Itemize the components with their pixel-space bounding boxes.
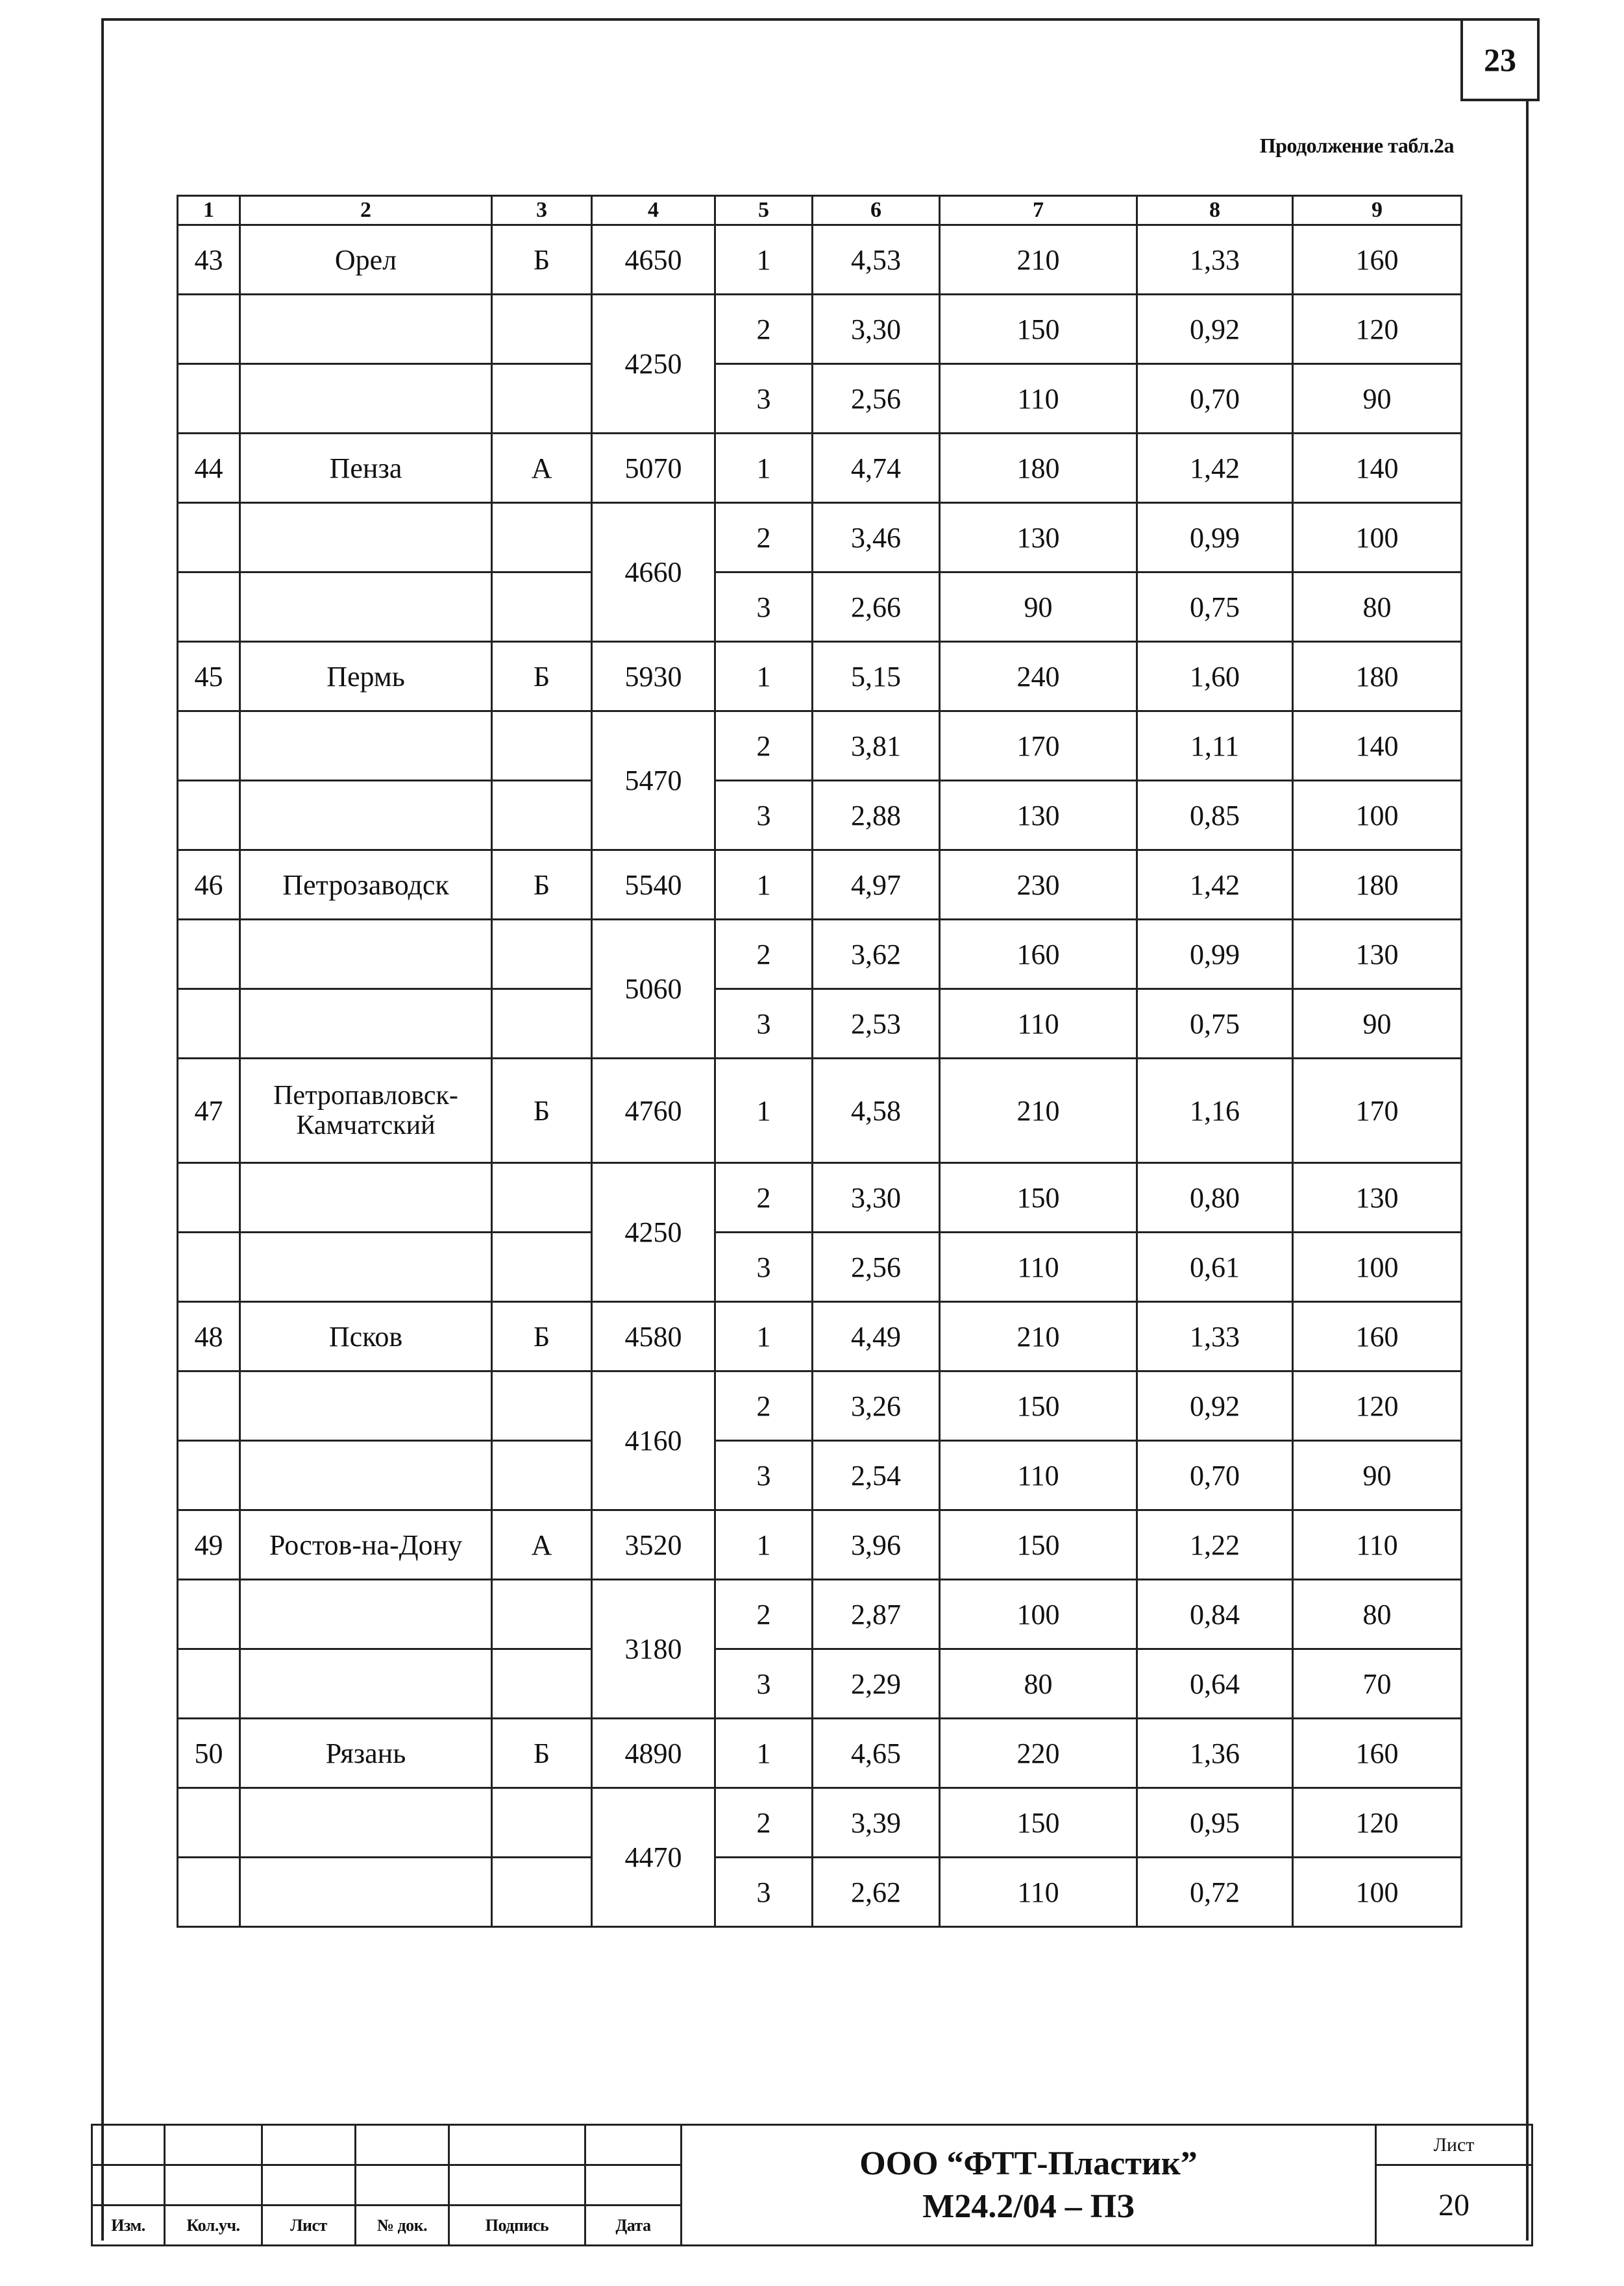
data-cell: 3,26: [813, 1371, 940, 1441]
organization-name: ООО “ФТТ-Пластик”: [859, 2145, 1198, 2182]
data-cell: 2: [715, 1580, 813, 1649]
empty-cell: [178, 1233, 240, 1302]
data-cell: 170: [1293, 1059, 1462, 1163]
data-cell: 1: [715, 434, 813, 503]
column-header: 8: [1137, 196, 1293, 225]
data-cell: 110: [940, 989, 1137, 1059]
empty-cell: [240, 781, 492, 850]
table-row: [178, 295, 1462, 364]
empty-cell: [240, 1233, 492, 1302]
data-cell: 1: [715, 850, 813, 920]
empty-cell: [240, 920, 492, 989]
data-cell: 110: [940, 1233, 1137, 1302]
col4-cell: 4250: [592, 295, 715, 434]
class-cell: Б: [492, 225, 592, 295]
data-cell: 0,95: [1137, 1788, 1293, 1858]
data-cell: 3: [715, 989, 813, 1059]
empty-cell: [178, 781, 240, 850]
empty-cell: [492, 1163, 592, 1233]
data-cell: 210: [940, 1059, 1137, 1163]
city-cell: Ростов-на-Дону: [240, 1510, 492, 1580]
empty-cell: [178, 989, 240, 1059]
table-row: [178, 642, 1462, 711]
col4-cell: 4890: [592, 1719, 715, 1788]
table-row: [178, 850, 1462, 920]
top-sheet-number: 23: [1460, 18, 1540, 101]
data-cell: 2: [715, 503, 813, 572]
empty-cell: [492, 503, 592, 572]
empty-cell: [240, 503, 492, 572]
col4-cell: 4250: [592, 1163, 715, 1302]
data-cell: 90: [1293, 1441, 1462, 1510]
empty-cell: [240, 1858, 492, 1927]
title-block: [91, 2124, 1533, 2246]
col4-cell: 5070: [592, 434, 715, 503]
city-cell: Псков: [240, 1302, 492, 1371]
data-cell: 100: [1293, 503, 1462, 572]
row-number-cell: 50: [178, 1719, 240, 1788]
data-cell: 120: [1293, 1371, 1462, 1441]
data-cell: 0,64: [1137, 1649, 1293, 1719]
empty-cell: [240, 1788, 492, 1858]
data-cell: 1,16: [1137, 1059, 1293, 1163]
data-cell: 0,75: [1137, 989, 1293, 1059]
col4-cell: 4760: [592, 1059, 715, 1163]
data-cell: 130: [1293, 1163, 1462, 1233]
data-cell: 110: [940, 1441, 1137, 1510]
empty-cell: [492, 711, 592, 781]
data-cell: 150: [940, 1510, 1137, 1580]
data-cell: 1: [715, 1719, 813, 1788]
row-number-cell: 48: [178, 1302, 240, 1371]
data-cell: 100: [1293, 1233, 1462, 1302]
data-cell: 2: [715, 1163, 813, 1233]
empty-cell: [492, 1233, 592, 1302]
data-table: [177, 195, 1462, 1928]
row-number-cell: 43: [178, 225, 240, 295]
table-row: [178, 1233, 1462, 1302]
data-cell: 160: [1293, 1302, 1462, 1371]
city-name-line: Камчатский: [296, 1111, 436, 1140]
header-row: [178, 196, 1462, 225]
data-cell: 3: [715, 781, 813, 850]
empty-cell: [178, 295, 240, 364]
col4-cell: 4580: [592, 1302, 715, 1371]
data-cell: 2,66: [813, 572, 940, 642]
data-cell: 100: [1293, 1858, 1462, 1927]
data-cell: 2: [715, 711, 813, 781]
city-cell: Пенза: [240, 434, 492, 503]
label-izm: Изм.: [92, 2206, 165, 2246]
empty-cell: [492, 1371, 592, 1441]
empty-cell: [178, 1441, 240, 1510]
data-cell: 0,70: [1137, 1441, 1293, 1510]
empty-cell: [240, 711, 492, 781]
data-cell: 3: [715, 1441, 813, 1510]
data-cell: 120: [1293, 295, 1462, 364]
data-cell: 230: [940, 850, 1137, 920]
data-cell: 1,42: [1137, 434, 1293, 503]
label-date: Дата: [585, 2206, 682, 2246]
data-cell: 150: [940, 1788, 1137, 1858]
label-doc-number: № док.: [356, 2206, 449, 2246]
data-cell: 0,85: [1137, 781, 1293, 850]
data-cell: 130: [1293, 920, 1462, 989]
empty-cell: [178, 1858, 240, 1927]
data-cell: 80: [1293, 572, 1462, 642]
empty-cell: [492, 1858, 592, 1927]
empty-cell: [240, 1649, 492, 1719]
column-header: 3: [492, 196, 592, 225]
empty-cell: [178, 572, 240, 642]
table-row: [178, 920, 1462, 989]
data-cell: 220: [940, 1719, 1137, 1788]
table-row: [178, 781, 1462, 850]
data-cell: 0,92: [1137, 1371, 1293, 1441]
empty-cell: [178, 711, 240, 781]
table-row: [178, 1302, 1462, 1371]
empty-cell: [178, 1580, 240, 1649]
data-cell: 1,42: [1137, 850, 1293, 920]
column-header: 5: [715, 196, 813, 225]
class-cell: Б: [492, 850, 592, 920]
table-row: [178, 1510, 1462, 1580]
city-cell: Петрозаводск: [240, 850, 492, 920]
empty-cell: [492, 989, 592, 1059]
label-kol-uch: Кол.уч.: [165, 2206, 262, 2246]
empty-cell: [178, 364, 240, 434]
empty-cell: [492, 364, 592, 434]
data-cell: 90: [1293, 989, 1462, 1059]
data-cell: 0,70: [1137, 364, 1293, 434]
column-header: 7: [940, 196, 1137, 225]
empty-cell: [240, 364, 492, 434]
data-cell: 2: [715, 920, 813, 989]
data-cell: 0,84: [1137, 1580, 1293, 1649]
empty-cell: [178, 1649, 240, 1719]
data-cell: 3: [715, 1649, 813, 1719]
table-row: [178, 1719, 1462, 1788]
col4-cell: 3180: [592, 1580, 715, 1719]
organization-block: [682, 2125, 1376, 2246]
table-row: [178, 225, 1462, 295]
row-number-cell: 45: [178, 642, 240, 711]
col4-cell: 3520: [592, 1510, 715, 1580]
data-cell: 3,81: [813, 711, 940, 781]
col4-cell: 4470: [592, 1788, 715, 1927]
empty-cell: [240, 1163, 492, 1233]
empty-cell: [178, 1788, 240, 1858]
label-signature: Подпись: [449, 2206, 585, 2246]
data-cell: 120: [1293, 1788, 1462, 1858]
data-cell: 2,56: [813, 364, 940, 434]
data-cell: 1: [715, 1510, 813, 1580]
empty-cell: [492, 1649, 592, 1719]
data-cell: 2,62: [813, 1858, 940, 1927]
data-cell: 3,46: [813, 503, 940, 572]
data-cell: 1,33: [1137, 225, 1293, 295]
table-row: [178, 1788, 1462, 1858]
col4-cell: 5930: [592, 642, 715, 711]
data-cell: 2,53: [813, 989, 940, 1059]
document-code: М24.2/04 – ПЗ: [922, 2187, 1135, 2225]
table-row: [178, 572, 1462, 642]
empty-cell: [240, 989, 492, 1059]
empty-cell: [178, 1163, 240, 1233]
data-cell: 0,72: [1137, 1858, 1293, 1927]
data-cell: 240: [940, 642, 1137, 711]
data-cell: 3,30: [813, 1163, 940, 1233]
col4-cell: 4160: [592, 1371, 715, 1510]
data-cell: 4,65: [813, 1719, 940, 1788]
data-cell: 130: [940, 503, 1137, 572]
class-cell: Б: [492, 1302, 592, 1371]
city-name-line: Петропавловск-: [273, 1081, 458, 1111]
table-row: [178, 1580, 1462, 1649]
col4-cell: 4650: [592, 225, 715, 295]
class-cell: Б: [492, 1059, 592, 1163]
data-cell: 0,92: [1137, 295, 1293, 364]
data-cell: 3,30: [813, 295, 940, 364]
table-row: [178, 1371, 1462, 1441]
data-cell: 1: [715, 1059, 813, 1163]
data-cell: 2: [715, 1788, 813, 1858]
data-cell: 110: [940, 1858, 1137, 1927]
data-cell: 5,15: [813, 642, 940, 711]
col4-cell: 4660: [592, 503, 715, 642]
data-cell: 1,11: [1137, 711, 1293, 781]
city-cell: Орел: [240, 225, 492, 295]
data-cell: 1: [715, 1302, 813, 1371]
empty-cell: [178, 1371, 240, 1441]
row-number-cell: 44: [178, 434, 240, 503]
empty-cell: [492, 295, 592, 364]
data-cell: 1,60: [1137, 642, 1293, 711]
row-number-cell: 46: [178, 850, 240, 920]
table-row: [178, 1441, 1462, 1510]
table-row: [178, 503, 1462, 572]
row-number-cell: 47: [178, 1059, 240, 1163]
class-cell: А: [492, 434, 592, 503]
data-cell: 80: [940, 1649, 1137, 1719]
empty-cell: [240, 1441, 492, 1510]
label-list: Лист: [262, 2206, 356, 2246]
column-header: 9: [1293, 196, 1462, 225]
data-cell: 140: [1293, 434, 1462, 503]
data-cell: 4,53: [813, 225, 940, 295]
table-row: [178, 1858, 1462, 1927]
empty-cell: [492, 1788, 592, 1858]
data-cell: 110: [940, 364, 1137, 434]
city-cell: [240, 1059, 492, 1163]
row-number-cell: 49: [178, 1510, 240, 1580]
data-cell: 170: [940, 711, 1137, 781]
data-cell: 150: [940, 295, 1137, 364]
col4-cell: 5060: [592, 920, 715, 1059]
data-cell: 4,58: [813, 1059, 940, 1163]
data-cell: 160: [940, 920, 1137, 989]
empty-cell: [492, 781, 592, 850]
data-cell: 2: [715, 295, 813, 364]
data-cell: 100: [940, 1580, 1137, 1649]
empty-cell: [240, 295, 492, 364]
data-cell: 210: [940, 1302, 1137, 1371]
table-row: [178, 989, 1462, 1059]
table-row: [178, 1163, 1462, 1233]
column-header: 4: [592, 196, 715, 225]
data-cell: 1,36: [1137, 1719, 1293, 1788]
table-caption: Продолжение табл.2а: [1259, 134, 1454, 157]
class-cell: Б: [492, 1719, 592, 1788]
data-cell: 2,29: [813, 1649, 940, 1719]
data-cell: 1,22: [1137, 1510, 1293, 1580]
data-cell: 150: [940, 1371, 1137, 1441]
data-cell: 90: [940, 572, 1137, 642]
data-cell: 4,49: [813, 1302, 940, 1371]
data-cell: 1,33: [1137, 1302, 1293, 1371]
column-header: 1: [178, 196, 240, 225]
class-cell: Б: [492, 642, 592, 711]
data-cell: 0,99: [1137, 920, 1293, 989]
data-cell: 80: [1293, 1580, 1462, 1649]
data-cell: 150: [940, 1163, 1137, 1233]
data-cell: 0,75: [1137, 572, 1293, 642]
empty-cell: [240, 1371, 492, 1441]
city-cell: Рязань: [240, 1719, 492, 1788]
data-cell: 0,80: [1137, 1163, 1293, 1233]
data-cell: 3: [715, 364, 813, 434]
empty-cell: [240, 1580, 492, 1649]
data-cell: 0,61: [1137, 1233, 1293, 1302]
empty-cell: [492, 920, 592, 989]
column-header: 6: [813, 196, 940, 225]
data-cell: 180: [1293, 850, 1462, 920]
empty-cell: [492, 1441, 592, 1510]
data-cell: 180: [940, 434, 1137, 503]
city-cell: Пермь: [240, 642, 492, 711]
data-cell: 3: [715, 1233, 813, 1302]
data-cell: 2,88: [813, 781, 940, 850]
data-cell: 1: [715, 225, 813, 295]
data-cell: 1: [715, 642, 813, 711]
data-cell: 90: [1293, 364, 1462, 434]
data-cell: 3: [715, 572, 813, 642]
data-cell: 130: [940, 781, 1137, 850]
data-cell: 160: [1293, 1719, 1462, 1788]
data-cell: 3: [715, 1858, 813, 1927]
data-cell: 0,99: [1137, 503, 1293, 572]
table-row: [178, 1649, 1462, 1719]
table-row: [178, 364, 1462, 434]
column-header: 2: [240, 196, 492, 225]
data-cell: 3,39: [813, 1788, 940, 1858]
data-cell: 2: [715, 1371, 813, 1441]
data-cell: 70: [1293, 1649, 1462, 1719]
class-cell: А: [492, 1510, 592, 1580]
sheet-label: Лист: [1376, 2125, 1532, 2165]
data-cell: 100: [1293, 781, 1462, 850]
data-cell: 3,96: [813, 1510, 940, 1580]
col4-cell: 5540: [592, 850, 715, 920]
table-row: [178, 1059, 1462, 1163]
data-cell: 2,87: [813, 1580, 940, 1649]
data-cell: 180: [1293, 642, 1462, 711]
data-cell: 160: [1293, 225, 1462, 295]
table-row: [178, 711, 1462, 781]
empty-cell: [492, 1580, 592, 1649]
table-row: [178, 434, 1462, 503]
data-cell: 140: [1293, 711, 1462, 781]
data-cell: 4,74: [813, 434, 940, 503]
data-cell: 210: [940, 225, 1137, 295]
sheet-number: 20: [1376, 2165, 1532, 2246]
empty-cell: [240, 572, 492, 642]
col4-cell: 5470: [592, 711, 715, 850]
data-cell: 4,97: [813, 850, 940, 920]
empty-cell: [178, 920, 240, 989]
data-cell: 110: [1293, 1510, 1462, 1580]
empty-cell: [178, 503, 240, 572]
data-cell: 2,56: [813, 1233, 940, 1302]
data-cell: 3,62: [813, 920, 940, 989]
empty-cell: [492, 572, 592, 642]
data-cell: 2,54: [813, 1441, 940, 1510]
